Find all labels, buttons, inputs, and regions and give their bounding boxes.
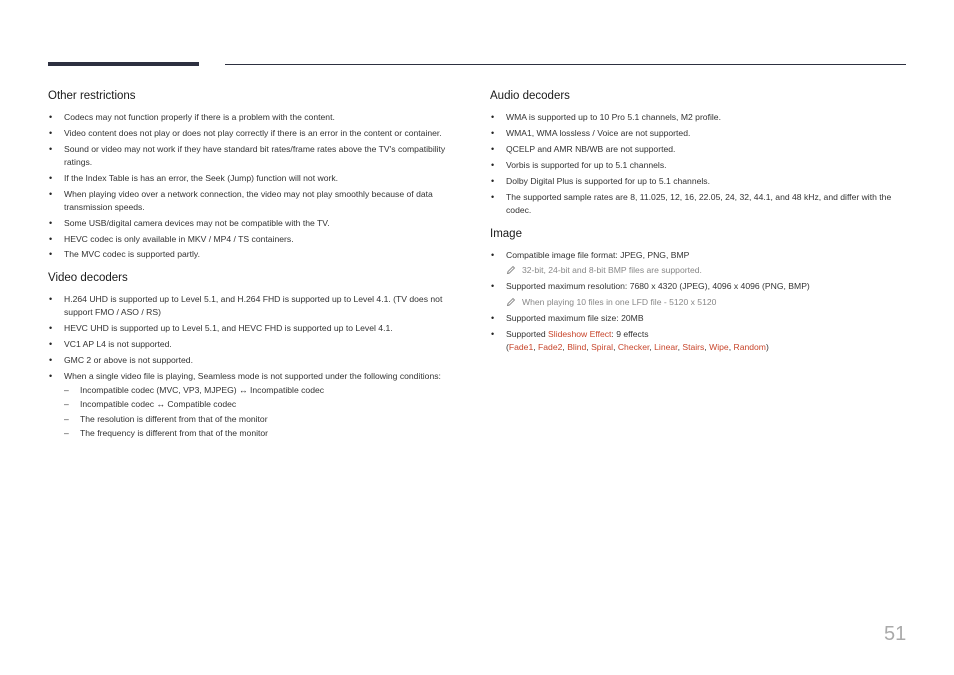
effect-separator: , [677,341,683,352]
right-column [490,88,900,363]
list-item [48,322,468,335]
list-item-text: VC1 AP L4 is not supported. [64,339,172,350]
bullet-icon: • [49,249,53,260]
image-section [490,226,900,354]
bullet-icon: • [49,339,53,350]
bullet-icon: • [491,159,495,170]
list-item [490,328,900,354]
sub-list-item [64,398,468,411]
other-restrictions-list [48,111,468,261]
dash-icon: – [64,399,69,410]
effects-close-paren: ) [765,341,769,352]
pencil-icon [506,265,516,275]
effect-stairs[interactable]: Stairs [682,341,705,352]
list-item-text: Video content does not play or does not play correctly if there is an error in the content or container. [64,127,442,138]
list-item [48,111,468,124]
effect-fade1[interactable]: Fade1 [508,341,534,352]
header-rule-thick [48,62,199,66]
effects-open-paren: ( [506,341,509,352]
effect-spiral[interactable]: Spiral [591,341,614,352]
list-item [48,248,468,261]
bullet-icon: • [491,143,495,154]
slideshow-effect-link[interactable]: Slideshow Effect [548,329,612,340]
effect-wipe[interactable]: Wipe [709,341,729,352]
bullet-icon: • [491,249,495,260]
page-number: 51 [884,623,907,645]
list-item [490,191,900,217]
list-item-text: H.264 UHD is supported up to Level 5.1, and H.264 FHD is supported up to Level 4.1. (TV does not support FMO / ASO / RS) [64,294,443,318]
bullet-icon: • [49,172,53,183]
dash-icon: – [64,384,69,395]
list-item [48,370,468,440]
slideshow-prefix: Supported [506,329,549,340]
bullet-icon: • [491,191,495,202]
bullet-icon: • [49,112,53,122]
bullet-icon: • [49,188,53,199]
image-heading: Image [490,227,522,240]
list-item [48,127,468,140]
list-item-text: Compatible image file format: JPEG, PNG, BMP [506,249,690,260]
note [506,264,900,277]
header-rule-thin [225,64,906,65]
list-item-text: Dolby Digital Plus is supported for up to 5.1 channels. [506,175,710,186]
bullet-icon: • [49,217,53,228]
list-item [48,293,468,319]
audio-decoders-list [490,111,900,217]
list-item-text: HEVC codec is only available in MKV / MP4 / TS containers. [64,233,294,244]
sub-list-item-text: Incompatible codec ↔ Compatible codec [80,399,237,410]
list-item [490,280,900,309]
effect-separator: , [586,341,592,352]
effect-blind[interactable]: Blind [567,341,587,352]
bullet-icon: • [491,329,495,340]
list-item-text: Sound or video may not work if they have standard bit rates/frame rates above the TV's compatibility ratings. [64,143,446,167]
note-text: 32-bit, 24-bit and 8-bit BMP files are supported. [522,265,702,276]
effect-fade2[interactable]: Fade2 [538,341,563,352]
list-item [48,354,468,367]
sub-list-item [64,413,468,426]
audio-decoders-heading: Audio decoders [490,90,570,102]
bullet-icon: • [49,371,53,382]
list-item-text: When playing video over a network connection, the video may not play smoothly because of data transmission speeds. [64,188,433,212]
list-item [490,249,900,278]
note-text: When playing 10 files in one LFD file - 5120 x 5120 [522,297,717,308]
list-item-text: QCELP and AMR NB/WB are not supported. [506,143,676,154]
list-item [48,233,468,246]
list-item [490,127,900,140]
sub-list-item-text: Incompatible codec (MVC, VP3, MJPEG) ↔ Incompatible codec [80,384,325,395]
bullet-icon: • [49,233,53,244]
list-item [48,217,468,230]
bullet-icon: • [491,313,495,324]
video-decoders-list [48,293,468,440]
bullet-icon: • [49,127,53,138]
other-restrictions-heading: Other restrictions [48,90,136,102]
sub-list-item [64,427,468,440]
list-item-text: Supported maximum file size: 20MB [506,313,644,324]
list-item-text: When a single video file is playing, Seamless mode is not supported under the following conditions: [64,371,441,382]
list-item [48,338,468,351]
bullet-icon: • [49,323,53,334]
bullet-icon: • [49,355,53,366]
list-item [490,143,900,156]
dash-icon: – [64,427,69,438]
list-item-text: Codecs may not function properly if there is a problem with the content. [64,112,335,122]
list-item [48,172,468,185]
bullet-icon: • [49,294,53,305]
list-item-text: Supported maximum resolution: 7680 x 4320 (JPEG), 4096 x 4096 (PNG, BMP) [506,281,810,292]
list-item-text: HEVC UHD is supported up to Level 5.1, and HEVC FHD is supported up to Level 4.1. [64,323,393,334]
dash-icon: – [64,413,69,424]
seamless-conditions-list [64,384,468,440]
pencil-icon [506,297,516,307]
video-decoders-section [48,270,468,440]
sub-list-item-text: The resolution is different from that of the monitor [80,413,268,424]
video-decoders-heading: Video decoders [48,272,128,285]
slideshow-suffix: : 9 effects [611,329,649,340]
bullet-icon: • [491,127,495,138]
bullet-icon: • [491,112,495,122]
effect-linear[interactable]: Linear [654,341,678,352]
effect-checker[interactable]: Checker [617,341,650,352]
left-column [48,88,468,449]
effect-separator: , [533,341,539,352]
list-item-text: If the Index Table is has an error, the Seek (Jump) function will not work. [64,172,339,183]
bullet-icon: • [49,143,53,154]
list-item [48,188,468,214]
note [506,296,900,309]
sub-list-item-text: The frequency is different from that of the monitor [80,427,269,438]
list-item-text: The supported sample rates are 8, 11.025, 12, 16, 22.05, 24, 32, 44.1, and 48 kHz, and differ with the codec. [506,191,892,215]
list-item-text: GMC 2 or above is not supported. [64,355,193,366]
list-item [490,312,900,325]
bullet-icon: • [491,281,495,292]
list-item [48,143,468,169]
effect-random[interactable]: Random [733,341,766,352]
list-item [490,175,900,188]
sub-list-item [64,384,468,397]
effect-separator: , [704,341,710,352]
other-restrictions-section [48,88,468,261]
list-item-text: The MVC codec is supported partly. [64,249,200,260]
effect-separator: , [728,341,734,352]
list-item [490,159,900,172]
list-item-text: WMA1, WMA lossless / Voice are not supported. [506,127,691,138]
effect-separator: , [613,341,618,352]
effect-separator: , [562,341,568,352]
bullet-icon: • [491,175,495,186]
audio-decoders-section [490,88,900,217]
image-list [490,249,900,354]
list-item [490,111,900,124]
list-item-text: Vorbis is supported for up to 5.1 channels. [506,159,667,170]
effect-separator: , [649,341,655,352]
list-item-text: WMA is supported up to 10 Pro 5.1 channels, M2 profile. [506,112,721,122]
list-item-text: Some USB/digital camera devices may not be compatible with the TV. [64,217,330,228]
